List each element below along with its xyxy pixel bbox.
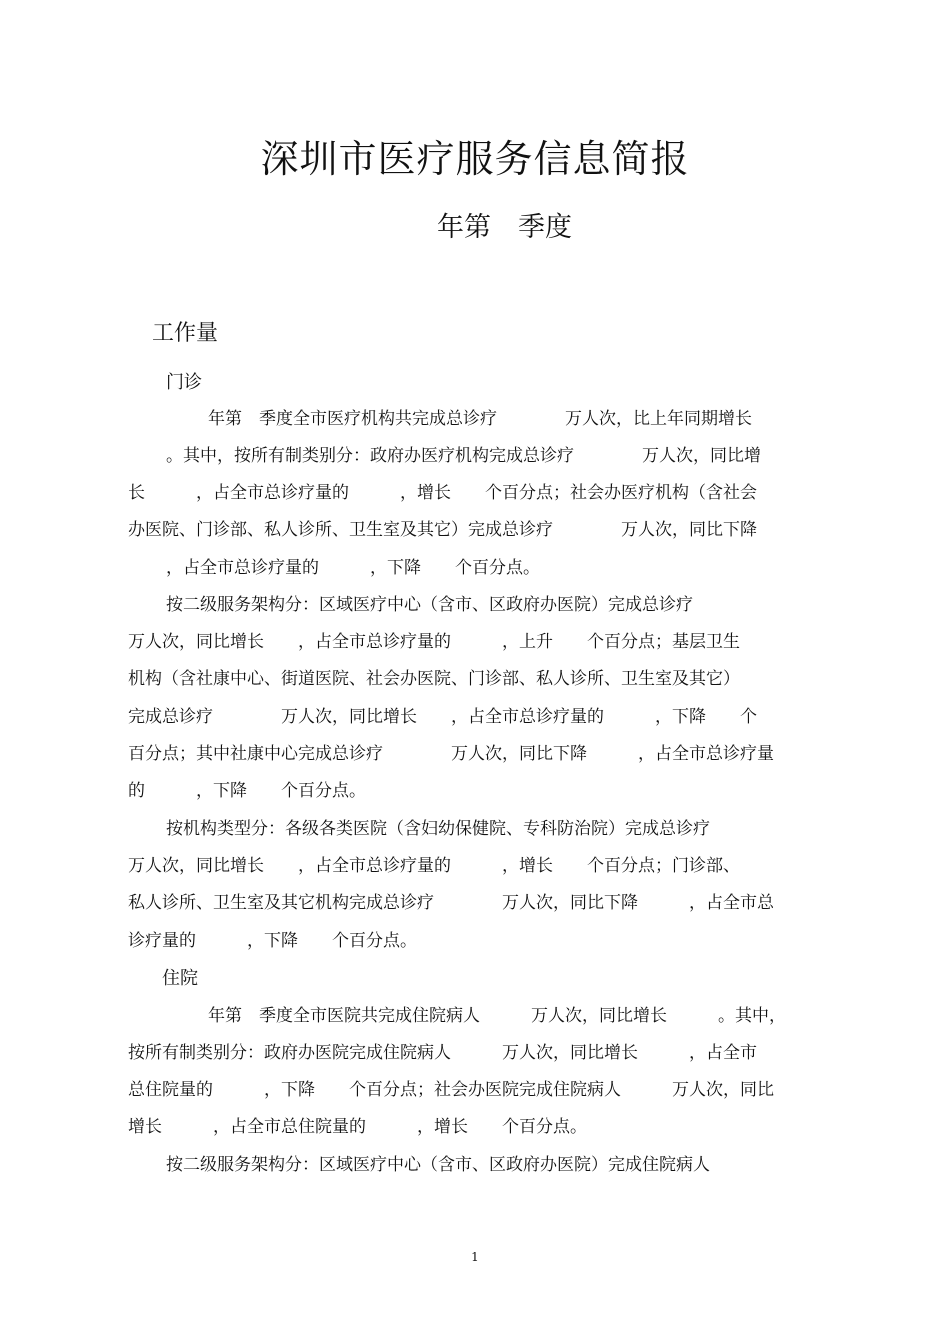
- paragraph-line: 年第 季度全市医疗机构共完成总诊疗 万人次，比上年同期增长: [208, 409, 752, 429]
- paragraph-line: 按所有制类别分：政府办医院完成住院病人 万人次，同比增长 ，占全市: [128, 1043, 757, 1063]
- paragraph-line: 总住院量的 ，下降 个百分点；社会办医院完成住院病人 万人次，同比: [128, 1080, 774, 1100]
- paragraph-line: 按二级服务架构分：区域医疗中心（含市、区政府办医院）完成总诊疗: [166, 595, 693, 615]
- subheading-inpatient: 住院: [162, 968, 198, 989]
- paragraph-line: 按机构类型分：各级各类医院（含妇幼保健院、专科防治院）完成总诊疗: [166, 819, 710, 839]
- paragraph-line: 机构（含社康中心、街道医院、社会办医院、门诊部、私人诊所、卫生室及其它）: [128, 669, 740, 689]
- paragraph-line: 诊疗量的 ，下降 个百分点。: [128, 931, 417, 951]
- paragraph-line: 按二级服务架构分：区域医疗中心（含市、区政府办医院）完成住院病人: [166, 1155, 710, 1175]
- section-heading-workload: 工作量: [152, 321, 219, 346]
- paragraph-line: 长 ，占全市总诊疗量的 ，增长 个百分点；社会办医疗机构（含社会: [128, 483, 757, 503]
- paragraph-line: 百分点；其中社康中心完成总诊疗 万人次，同比下降 ，占全市总诊疗量: [128, 744, 774, 764]
- paragraph-line: 增长 ，占全市总住院量的 ，增长 个百分点。: [128, 1117, 587, 1137]
- document-subtitle: 年第 季度: [437, 212, 572, 243]
- paragraph-line: 私人诊所、卫生室及其它机构完成总诊疗 万人次，同比下降 ，占全市总: [128, 893, 774, 913]
- paragraph-line: 年第 季度全市医院共完成住院病人 万人次，同比增长 。其中，: [208, 1006, 786, 1026]
- paragraph-line: 万人次，同比增长 ，占全市总诊疗量的 ，增长 个百分点；门诊部、: [128, 856, 740, 876]
- page-number: 1: [471, 1250, 479, 1264]
- paragraph-line: 万人次，同比增长 ，占全市总诊疗量的 ，上升 个百分点；基层卫生: [128, 632, 740, 652]
- paragraph-line: ，占全市总诊疗量的 ，下降 个百分点。: [166, 558, 540, 578]
- paragraph-line: 办医院、门诊部、私人诊所、卫生室及其它）完成总诊疗 万人次，同比下降: [128, 520, 757, 540]
- document-title: 深圳市医疗服务信息简报: [260, 137, 690, 181]
- paragraph-line: 。其中，按所有制类别分：政府办医疗机构完成总诊疗 万人次，同比增: [166, 446, 761, 466]
- paragraph-line: 的 ，下降 个百分点。: [128, 781, 366, 801]
- paragraph-line: 完成总诊疗 万人次，同比增长 ，占全市总诊疗量的 ，下降 个: [128, 707, 757, 727]
- subheading-outpatient: 门诊: [166, 372, 202, 393]
